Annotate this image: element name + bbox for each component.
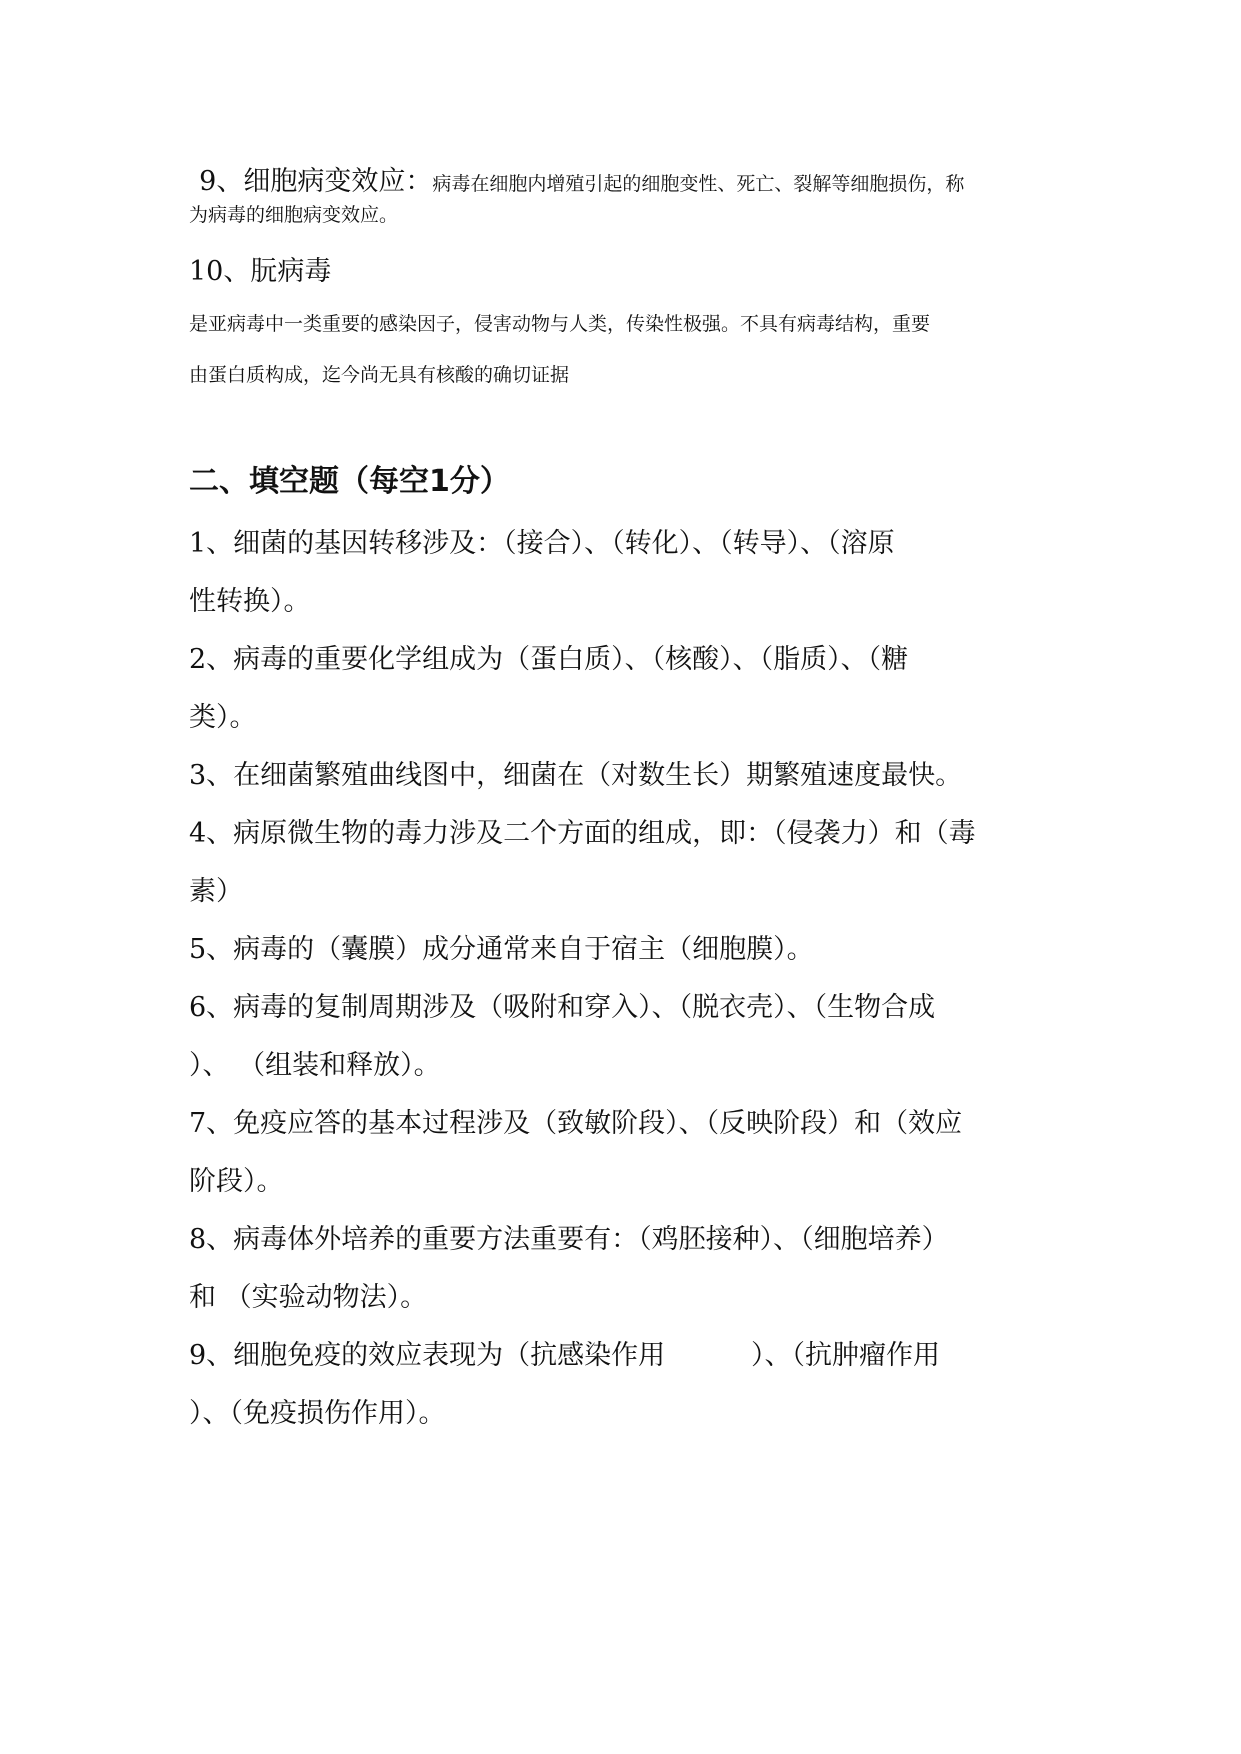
question-line: 9、细胞免疫的效应表现为（抗感染作用 ）、（抗肿瘤作用 (189, 1340, 941, 1371)
question-line: 素） (189, 876, 243, 907)
question-line: 3、在细菌繁殖曲线图中，细菌在（对数生长）期繁殖速度最快。 (189, 760, 963, 791)
definition-term: 9、细胞病变效应： (199, 166, 433, 197)
question-line: 7、免疫应答的基本过程涉及（致敏阶段）、（反映阶段）和（效应 (189, 1108, 963, 1139)
question-line: 8、病毒体外培养的重要方法重要有：（鸡胚接种）、（细胞培养） (189, 1224, 949, 1255)
definition-text-continued: 为病毒的细胞病变效应。 (189, 204, 399, 226)
definition-text-continued: 由蛋白质构成，迄今尚无具有核酸的确切证据 (189, 364, 570, 386)
definition-9 (189, 152, 964, 195)
definition-term: 10、朊病毒 (189, 256, 332, 287)
question-line: ）、（免疫损伤作用）。 (189, 1398, 446, 1429)
question-line: 1、细菌的基因转移涉及：（接合）、（转化）、（转导）、（溶原 (189, 528, 895, 559)
question-line: 类）。 (189, 702, 257, 733)
question-line: ）、 （组装和释放）。 (189, 1050, 441, 1081)
question-line: 4、病原微生物的毒力涉及二个方面的组成，即：（侵袭力）和（毒 (189, 818, 976, 849)
definition-text: 是亚病毒中一类重要的感染因子，侵害动物与人类，传染性极强。不具有病毒结构，重要 (189, 313, 931, 335)
question-line: 性转换）。 (189, 586, 311, 617)
question-line: 2、病毒的重要化学组成为（蛋白质）、（核酸）、（脂质）、（糖 (189, 644, 909, 675)
question-line: 阶段）。 (189, 1166, 284, 1197)
question-line: 6、病毒的复制周期涉及（吸附和穿入）、（脱衣壳）、（生物合成 (189, 992, 936, 1023)
definition-text: 病毒在细胞内增殖引起的细胞变性、死亡、裂解等细胞损伤，称 (432, 173, 965, 195)
section-title: 二、填空题（每空1分） (189, 464, 510, 499)
question-line: 和 （实验动物法）。 (189, 1282, 428, 1313)
question-line: 5、病毒的（囊膜）成分通常来自于宿主（细胞膜）。 (189, 934, 814, 965)
